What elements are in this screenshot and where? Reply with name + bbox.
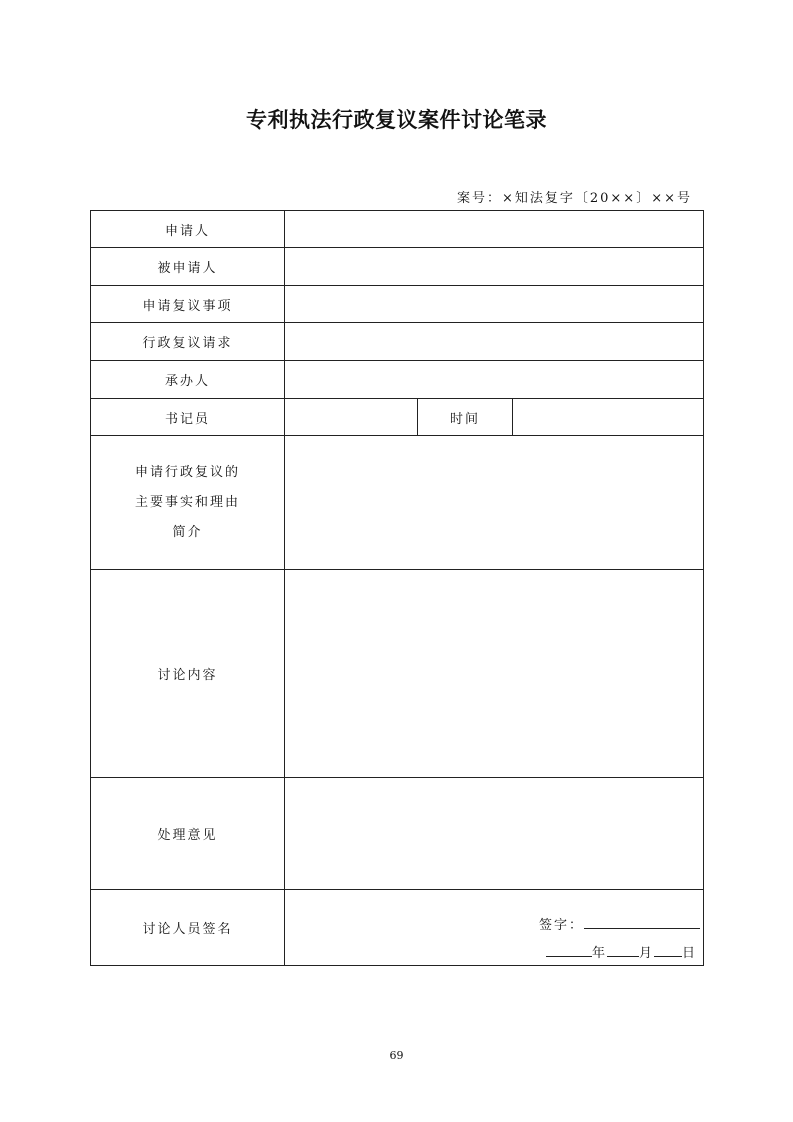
row-review-request bbox=[91, 323, 704, 361]
month-blank[interactable] bbox=[607, 944, 639, 957]
respondent-field[interactable] bbox=[285, 248, 704, 286]
applicant-field[interactable] bbox=[285, 211, 704, 248]
row-signature bbox=[91, 890, 704, 966]
sign-prefix: 签字： bbox=[539, 918, 585, 933]
discussion-record-form bbox=[90, 210, 704, 966]
review-request-field[interactable] bbox=[285, 323, 704, 361]
row-applicant bbox=[91, 211, 704, 248]
review-matter-label: 申请复议事项 bbox=[91, 286, 285, 323]
facts-label-line-3: 简介 bbox=[172, 524, 203, 540]
discussion-field[interactable] bbox=[285, 570, 704, 778]
row-review-matter bbox=[91, 286, 704, 323]
time-label: 时间 bbox=[418, 399, 513, 436]
clerk-field[interactable] bbox=[285, 399, 418, 436]
signature-label: 讨论人员签名 bbox=[91, 890, 285, 966]
signature-area bbox=[285, 890, 703, 965]
review-matter-field[interactable] bbox=[285, 286, 704, 323]
signature-field[interactable] bbox=[285, 890, 704, 966]
opinion-field[interactable] bbox=[285, 778, 704, 890]
applicant-label: 申请人 bbox=[91, 211, 285, 248]
respondent-label: 被申请人 bbox=[91, 248, 285, 286]
case-number: 案号：×知法复字〔20××〕××号 bbox=[456, 191, 692, 206]
review-request-label: 行政复议请求 bbox=[91, 323, 285, 361]
clerk-label: 书记员 bbox=[91, 399, 285, 436]
year-blank[interactable] bbox=[546, 944, 592, 957]
sign-line bbox=[539, 914, 700, 933]
row-discussion bbox=[91, 570, 704, 778]
year-label: 年 bbox=[591, 946, 607, 961]
facts-label-line-2: 主要事实和理由 bbox=[134, 494, 240, 510]
handler-label: 承办人 bbox=[91, 361, 285, 399]
row-clerk-time bbox=[91, 399, 704, 436]
month-label: 月 bbox=[638, 946, 654, 961]
handler-field[interactable] bbox=[285, 361, 704, 399]
row-respondent bbox=[91, 248, 704, 286]
row-opinion bbox=[91, 778, 704, 890]
document-title: 专利执法行政复议案件讨论笔录 bbox=[246, 108, 547, 132]
facts-field[interactable] bbox=[285, 436, 704, 570]
sign-blank[interactable] bbox=[584, 916, 700, 929]
discussion-label: 讨论内容 bbox=[91, 570, 285, 778]
date-line bbox=[546, 942, 697, 961]
day-label: 日 bbox=[682, 946, 698, 961]
row-handler bbox=[91, 361, 704, 399]
row-facts bbox=[91, 436, 704, 570]
day-blank[interactable] bbox=[654, 944, 682, 957]
facts-label-line-1: 申请行政复议的 bbox=[134, 464, 240, 480]
page-number: 69 bbox=[389, 1049, 404, 1062]
opinion-label: 处理意见 bbox=[91, 778, 285, 890]
facts-label bbox=[91, 436, 285, 570]
time-field[interactable] bbox=[513, 399, 704, 436]
